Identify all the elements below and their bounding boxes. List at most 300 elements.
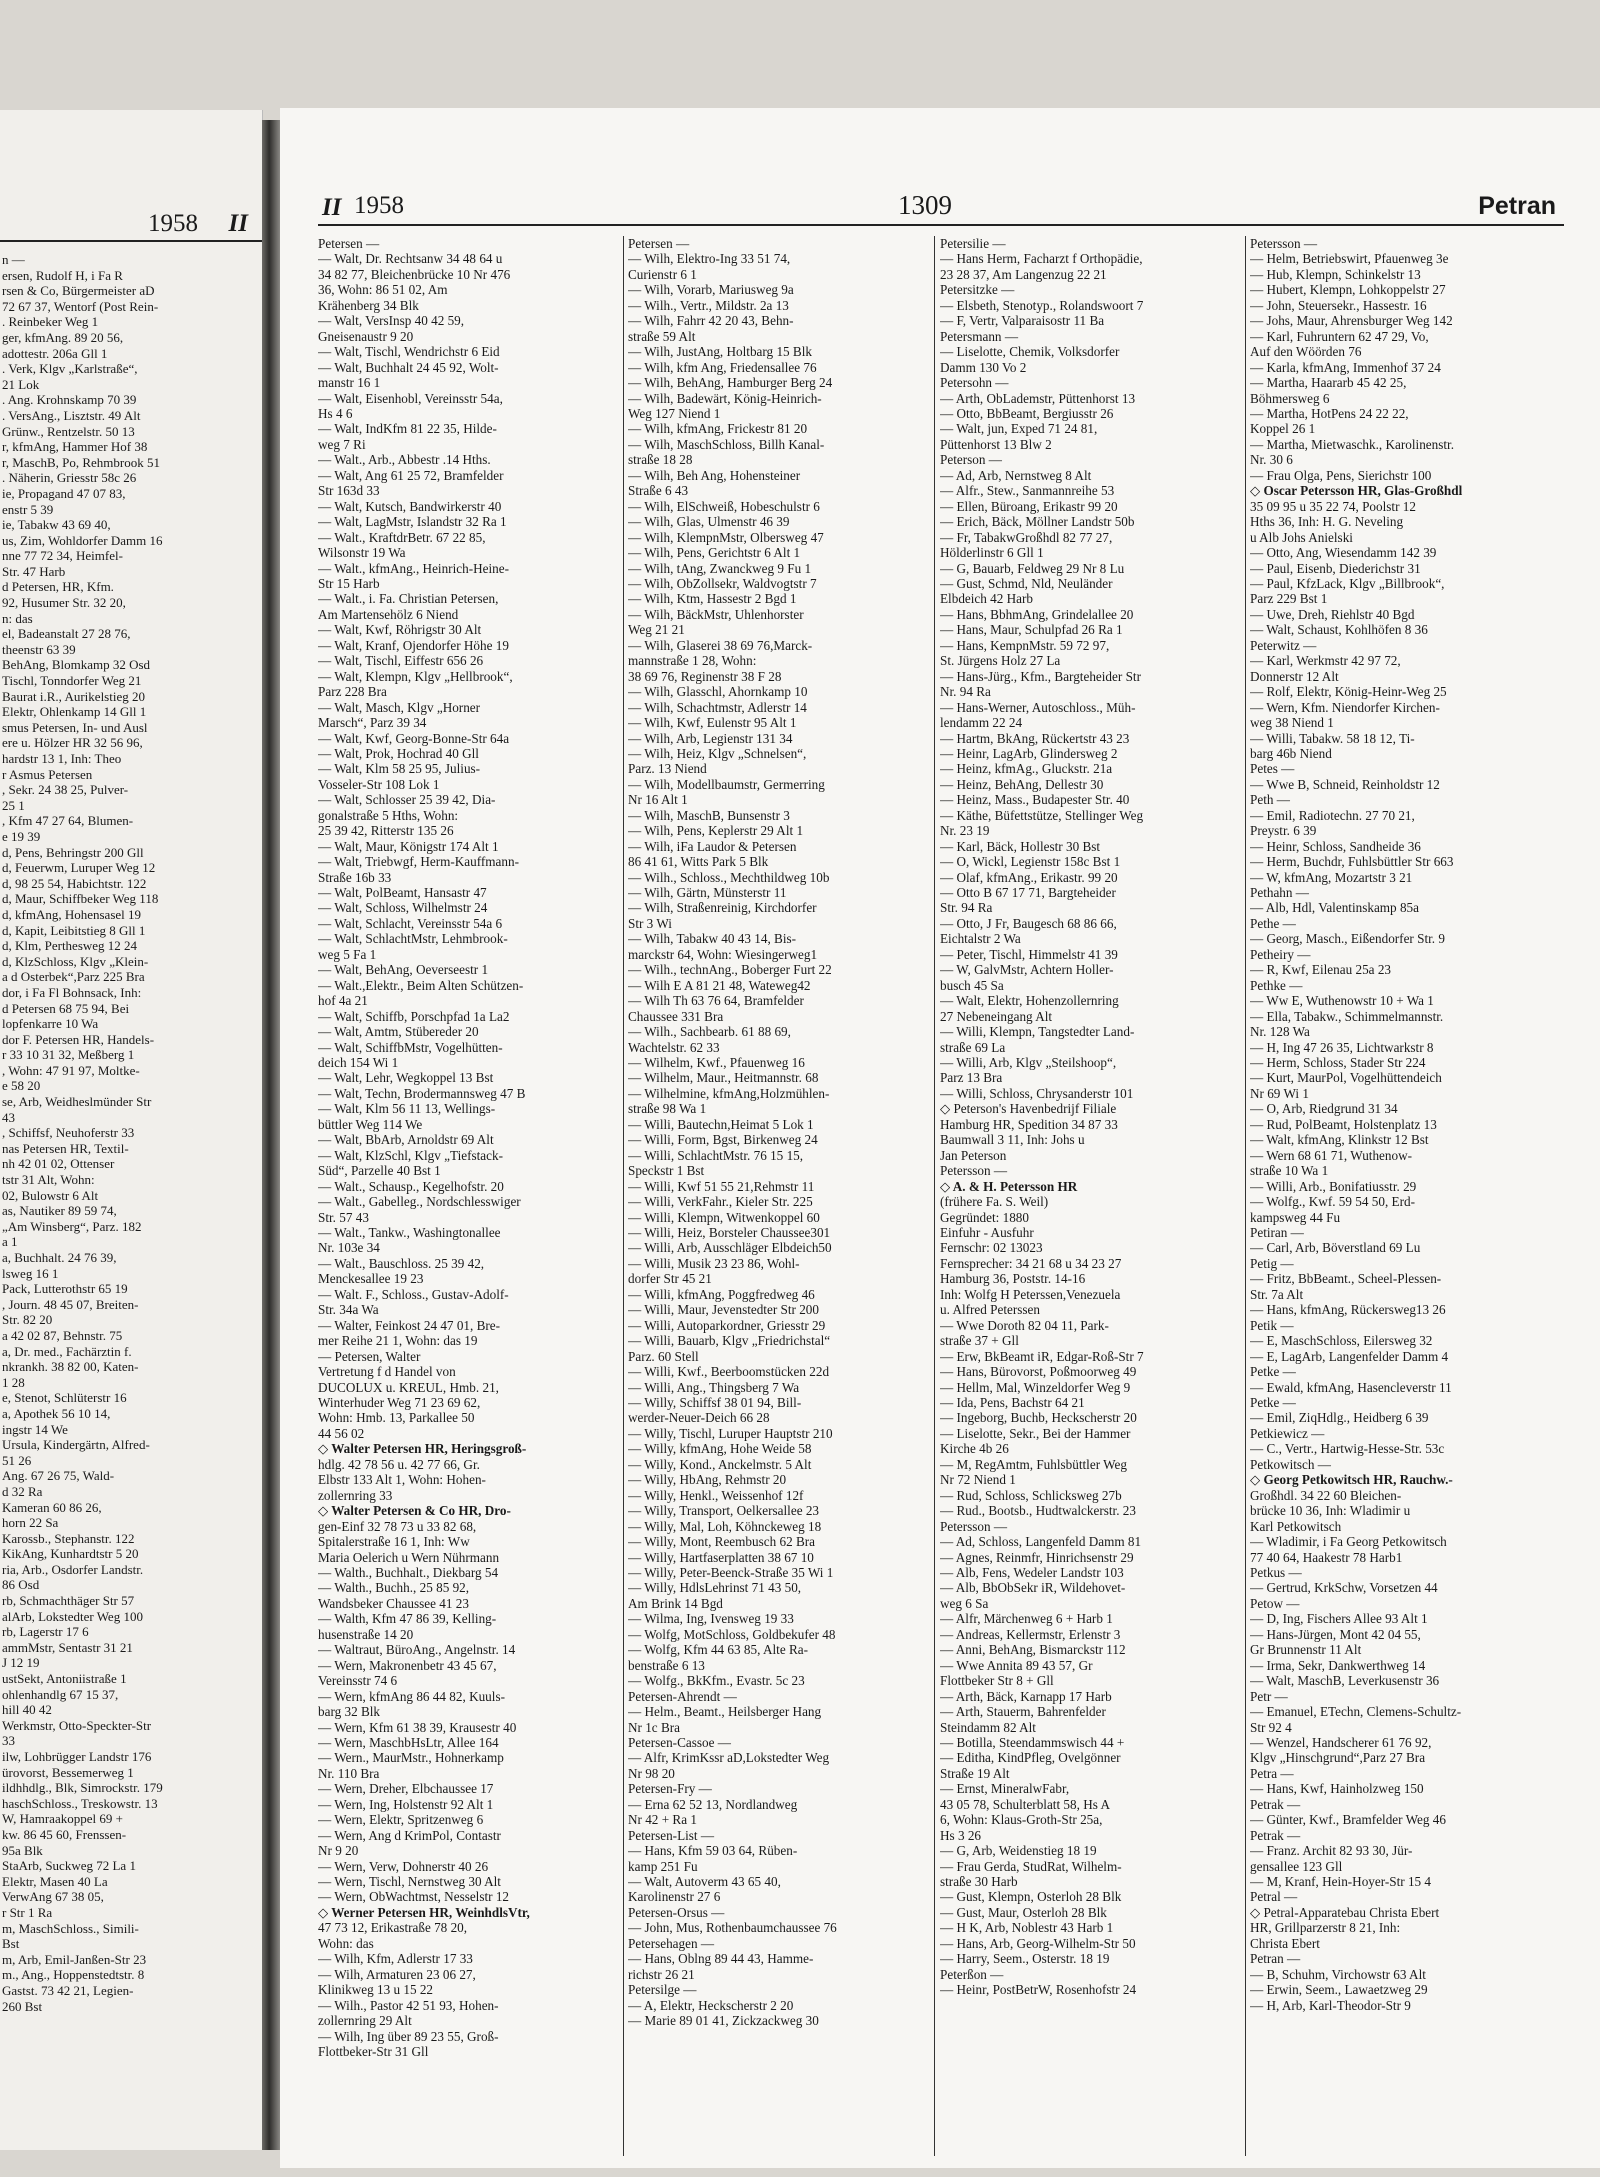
left-page-entry-line: ger, kfmAng. 89 20 56,: [2, 329, 124, 345]
left-page-entry-line: lopfenkarre 10 Wa: [2, 1016, 99, 1032]
directory-entry-line: — Walt., kfmAng., Heinrich-Heine-: [318, 560, 509, 576]
directory-entry-line: Karolinenstr 27 6: [628, 1889, 721, 1905]
left-page-entry-line: 260 Bst: [2, 1998, 43, 2014]
directory-entry-line: — Hubert, Klempn, Lohkoppelstr 27: [1250, 282, 1446, 298]
directory-entry-line: mannstraße 1 28, Wohn:: [628, 653, 757, 669]
directory-entry-line: — Wwe Annita 89 43 57, Gr: [940, 1657, 1093, 1673]
directory-entry-line: ◇ A. & H. Petersson HR: [940, 1178, 1078, 1194]
directory-entry-line: ◇ Georg Petkowitsch HR, Rauchw.-: [1250, 1472, 1453, 1488]
directory-entry-line: — Walt, SchiffbMstr, Vogelhütten-: [318, 1039, 503, 1055]
left-page-entry-line: n —: [2, 252, 25, 267]
directory-entry-line: Donnerstr 12 Alt: [1250, 668, 1339, 684]
directory-entry-line: Nr 1c Bra: [628, 1719, 680, 1735]
book-gutter: [262, 120, 280, 2150]
directory-entry-line: — Walt, kfmAng, Klinkstr 12 Bst: [1250, 1132, 1429, 1148]
directory-entry-line: — Karl, Bäck, Hollestr 30 Bst: [940, 838, 1101, 854]
directory-entry-line: — Wern, Ang d KrimPol, Contastr: [318, 1827, 501, 1843]
directory-entry-line: — Wern., MaurMstr., Hohnerkamp: [318, 1750, 504, 1766]
directory-entry-line: Peth —: [1250, 792, 1290, 808]
left-page: [0, 110, 263, 2150]
directory-column-3: [940, 236, 1240, 2156]
directory-entry-line: — Gust, Maur, Osterloh 28 Blk: [940, 1904, 1107, 1920]
directory-entry-line: Nr. 30 6: [1250, 452, 1293, 468]
directory-entry-line: — F, Vertr, Valparaisostr 11 Ba: [940, 313, 1105, 329]
directory-entry-line: — Hans, Maur, Schulpfad 26 Ra 1: [940, 622, 1123, 638]
directory-entry-line: — G, Arb, Weidenstieg 18 19: [940, 1843, 1097, 1859]
directory-entry-line: Weg 21 21: [628, 622, 685, 638]
left-page-entry-line: e 58 20: [2, 1078, 41, 1094]
directory-entry-line: — H, Arb, Karl-Theodor-Str 9: [1250, 1997, 1411, 2013]
directory-entry-line: Petiran —: [1250, 1225, 1304, 1240]
directory-entry-line: — Waltraut, BüroAng., Angelnstr. 14: [318, 1642, 516, 1658]
directory-entry-line: — Willi, VerkFahr., Kieler Str. 225: [628, 1194, 813, 1210]
directory-entry-line: Krähenberg 34 Blk: [318, 297, 419, 313]
directory-entry-line: — Otto, Ang, Wiesendamm 142 39: [1250, 545, 1437, 561]
directory-entry-line: — Willi, Bauarb, Klgv „Friedrichstal“: [628, 1333, 831, 1349]
directory-entry-line: Jan Peterson: [940, 1147, 1007, 1163]
left-page-entry-line: d Petersen, HR, Kfm.: [2, 579, 114, 595]
directory-entry-line: — Ad, Schloss, Langenfeld Damm 81: [940, 1534, 1142, 1550]
directory-entry-line: benstraße 6 13: [628, 1657, 705, 1673]
directory-entry-line: — Liselotte, Sekr., Bei der Hammer: [940, 1425, 1131, 1441]
directory-entry-line: Kirche 4b 26: [940, 1441, 1009, 1457]
directory-entry-line: Parz 229 Bst 1: [1250, 591, 1328, 607]
directory-entry-line: — Wilh, Ing über 89 23 55, Groß-: [318, 2028, 499, 2044]
directory-entry-line: Parz. 60 Stell: [628, 1348, 699, 1364]
directory-entry-line: Str 163d 33: [318, 483, 380, 499]
directory-entry-line: Nr 42 + Ra 1: [628, 1812, 697, 1828]
directory-entry-line: — W, GalvMstr, Achtern Holler-: [940, 962, 1114, 978]
directory-entry-line: — Walt, Kutsch, Bandwirkerstr 40: [318, 498, 502, 514]
directory-entry-line: — Wilh, Glasschl, Ahornkamp 10: [628, 684, 808, 700]
directory-entry-line: — Wilh., Vertr., Mildstr. 2a 13: [628, 297, 789, 313]
directory-entry-line: — Rud, Schloss, Schlicksweg 27b: [940, 1487, 1122, 1503]
directory-entry-line: — Wern, Elektr, Spritzenweg 6: [318, 1812, 484, 1828]
directory-entry-line: Straße 16b 33: [318, 869, 392, 885]
left-page-entry-line: 43: [2, 1109, 15, 1125]
directory-entry-line: — Walt.,Elektr., Beim Alten Schützen-: [318, 977, 524, 993]
left-page-entry-line: e 19 39: [2, 828, 41, 844]
directory-entry-line: — Ingeborg, Buchb, Heckscherstr 20: [940, 1410, 1137, 1426]
directory-entry-line: weg 5 Fa 1: [318, 946, 377, 962]
directory-entry-line: — Willy, HdlsLehrinst 71 43 50,: [628, 1580, 802, 1596]
left-page-entry-line: rb, Schmachthäger Str 57: [2, 1593, 135, 1609]
left-page-section: II: [228, 210, 248, 237]
directory-entry-line: Karl Petkowitsch: [1250, 1518, 1342, 1534]
directory-entry-line: — Willi, Maur, Jevenstedter Str 200: [628, 1302, 819, 1318]
directory-entry-line: — Wern, Dreher, Elbchaussee 17: [318, 1781, 494, 1797]
directory-entry-line: Petersson —: [940, 1163, 1008, 1179]
left-page-entry-line: d, Klm, Perthesweg 12 24: [2, 938, 138, 954]
directory-entry-line: — Wilh, Ktm, Hassestr 2 Bgd 1: [628, 591, 797, 607]
directory-entry-line: — Petersen, Walter: [318, 1348, 421, 1364]
left-page-entry-line: a, Dr. med., Fachärztin f.: [2, 1343, 132, 1359]
left-page-entry-line: a, Buchhalt. 24 76 39,: [2, 1250, 117, 1265]
directory-entry-line: — Alb, Hdl, Valentinskamp 85a: [1250, 900, 1419, 916]
left-page-entry-line: . Ang. Krohnskamp 70 39: [2, 392, 137, 408]
directory-entry-line: — Wilh, ObZollsekr, Waldvogtstr 7: [628, 575, 817, 591]
left-page-entry-line: a 42 02 87, Behnstr. 75: [2, 1327, 123, 1343]
directory-entry-line: — Wilh, Kfm, Adlerstr 17 33: [318, 1951, 473, 1967]
directory-entry-line: Petkiewicz —: [1250, 1425, 1325, 1441]
directory-entry-line: Petersmann —: [940, 328, 1019, 344]
directory-entry-line: — Walter, Feinkost 24 47 01, Bre-: [318, 1317, 501, 1333]
directory-entry-line: — Willi, Form, Bgst, Birkenweg 24: [628, 1132, 818, 1148]
directory-entry-line: — Wenzel, Handscherer 61 76 92,: [1250, 1734, 1432, 1750]
directory-entry-line: — Walt, Tischl, Wendrichstr 6 Eid: [318, 344, 500, 360]
directory-entry-line: Inh: Wolfg H Peterssen,Venezuela: [940, 1286, 1121, 1302]
directory-entry-line: 6, Wohn: Klaus-Groth-Str 25a,: [940, 1812, 1103, 1828]
directory-entry-line: Vertretung f d Handel von: [318, 1364, 456, 1380]
page-section: II: [322, 194, 342, 221]
directory-entry-line: — Wilh, Beh Ang, Hohensteiner: [628, 467, 801, 483]
directory-entry-line: — Walt, Prok, Hochrad 40 Gll: [318, 745, 479, 761]
directory-entry-line: — Willy, Peter-Beenck-Straße 35 Wi 1: [628, 1564, 834, 1580]
directory-entry-line: Menckesallee 19 23: [318, 1271, 424, 1287]
directory-entry-line: — O, Arb, Riedgrund 31 34: [1250, 1101, 1398, 1117]
directory-entry-line: Gneisenaustr 9 20: [318, 328, 414, 344]
left-page-entry-line: ie, Propagand 47 07 83,: [2, 485, 126, 501]
left-page-entry-line: nkrankh. 38 82 00, Katen-: [2, 1359, 139, 1375]
directory-entry-line: Christa Ebert: [1250, 1935, 1320, 1951]
directory-entry-line: — Willi, Arb, Klgv „Steilshoop“,: [940, 1055, 1117, 1071]
directory-entry-line: mer Reihe 21 1, Wohn: das 19: [318, 1333, 478, 1349]
directory-entry-line: — Heinz, BehAng, Dellestr 30: [940, 776, 1104, 792]
directory-entry-line: Am Brink 14 Bgd: [628, 1595, 723, 1611]
left-page-entry-line: alArb, Lokstedter Weg 100: [2, 1608, 143, 1624]
directory-entry-line: — A, Elektr, Heckscherstr 2 20: [628, 1997, 794, 2013]
directory-entry-line: Hamburg 36, Poststr. 14-16: [940, 1271, 1086, 1287]
left-page-entry-line: 95a Blk: [2, 1842, 43, 1858]
directory-entry-line: — Willy, Kond., Anckelmstr. 5 Alt: [628, 1456, 812, 1472]
left-page-entry-line: Gastst. 73 42 21, Legien-: [2, 1982, 134, 1998]
directory-entry-line: 86 41 61, Witts Park 5 Blk: [628, 854, 769, 870]
left-page-entry-line: ammMstr, Sentastr 31 21: [2, 1639, 133, 1655]
directory-entry-line: — Wern, MaschbHsLtr, Allee 164: [318, 1734, 499, 1750]
left-page-entry-line: lsweg 16 1: [2, 1265, 59, 1281]
left-page-entry-line: Tischl, Tonndorfer Weg 21: [2, 673, 142, 689]
directory-entry-line: Wohn: Hmb. 13, Parkallee 50: [318, 1410, 475, 1426]
directory-entry-line: Peterßon —: [940, 1966, 1004, 1982]
directory-entry-line: straße 37 + Gll: [940, 1333, 1019, 1349]
directory-entry-line: Petersilge —: [628, 1982, 697, 1998]
directory-entry-line: Petke —: [1250, 1394, 1296, 1410]
left-page-entry-line: d, KlzSchloss, Klgv „Klein-: [2, 953, 149, 969]
left-page-entry-line: haschSchloss., Treskowstr. 13: [2, 1795, 158, 1811]
directory-entry-line: u. Alfred Peterssen: [940, 1302, 1040, 1318]
directory-entry-line: — Walt, Schloss, Wilhelmstr 24: [318, 900, 488, 916]
directory-entry-line: Baumwall 3 11, Inh: Johs u: [940, 1132, 1085, 1148]
left-page-entry-line: . Reinbeker Weg 1: [2, 314, 99, 330]
directory-entry-line: — Wilh, Glaserei 38 69 76,Marck-: [628, 637, 813, 653]
directory-entry-line: (frühere Fa. S. Weil): [940, 1194, 1049, 1210]
directory-entry-line: Petow —: [1250, 1595, 1300, 1611]
directory-entry-line: — Wolfg., Kwf. 59 54 50, Erd-: [1250, 1194, 1415, 1210]
directory-entry-line: — Rud, PolBeamt, Holstenplatz 13: [1250, 1116, 1437, 1132]
directory-entry-line: — Wilh, Modellbaumstr, Germerring: [628, 776, 825, 792]
left-page-entry-line: , Journ. 48 45 07, Breiten-: [2, 1296, 139, 1312]
directory-entry-line: — Alfr., Stew., Sanmannreihe 53: [940, 483, 1115, 499]
directory-entry-line: — Walt, Buchhalt 24 45 92, Wolt-: [318, 359, 499, 375]
left-page-entry-line: Grünw., Rentzelstr. 50 13: [2, 423, 135, 439]
directory-entry-line: — Willi, kfmAng, Poggfredweg 46: [628, 1286, 815, 1302]
directory-entry-line: Flottbeker Str 8 + Gll: [940, 1673, 1054, 1689]
directory-entry-line: zollernring 29 Alt: [318, 2013, 412, 2029]
directory-entry-line: Petkus —: [1250, 1564, 1302, 1580]
directory-entry-line: Petra —: [1250, 1765, 1294, 1781]
directory-entry-line: — Wilh, Gärtn, Münsterstr 11: [628, 885, 787, 901]
directory-entry-line: — Walt, Schlosser 25 39 42, Dia-: [318, 792, 496, 808]
directory-entry-line: — Willi, Ang., Thingsberg 7 Wa: [628, 1379, 800, 1395]
directory-entry-line: — Wilh, MaschB, Bunsenstr 3: [628, 807, 790, 823]
right-page-header: [318, 186, 1564, 226]
directory-entry-line: Großhdl. 34 22 60 Bleichen-: [1250, 1487, 1402, 1503]
directory-entry-line: Weg 127 Niend 1: [628, 405, 721, 421]
left-page-entry-line: , Sekr. 24 38 25, Pulver-: [2, 782, 129, 798]
directory-entry-line: — Wilhelm, Maur., Heitmannstr. 68: [628, 1070, 819, 1086]
directory-entry-line: Vosseler-Str 108 Lok 1: [318, 776, 440, 792]
directory-entry-line: Steindamm 82 Alt: [940, 1719, 1036, 1735]
directory-entry-line: — Wern, kfmAng 86 44 82, Kuuls-: [318, 1688, 505, 1704]
directory-entry-line: — Erwin, Seem., Lawaetzweg 29: [1250, 1982, 1428, 1998]
left-page-entry-line: ersen, Rudolf H, i Fa R: [2, 267, 123, 283]
directory-entry-line: — Arth, Bäck, Karnapp 17 Harb: [940, 1688, 1112, 1704]
directory-entry-line: — Andreas, Kellermstr, Erlenstr 3: [940, 1626, 1121, 1642]
left-page-entry-line: KikAng, Kunhardtstr 5 20: [2, 1546, 139, 1562]
directory-entry-line: — Walt, Kranf, Ojendorfer Höhe 19: [318, 637, 509, 653]
directory-entry-line: 44 56 02: [318, 1425, 365, 1441]
directory-entry-line: Petersen —: [318, 236, 380, 251]
directory-entry-line: Nr. 110 Bra: [318, 1765, 380, 1781]
directory-entry-line: Petrak —: [1250, 1827, 1301, 1843]
directory-entry-line: — Hellm, Mal, Winzeldorfer Weg 9: [940, 1379, 1131, 1395]
directory-entry-line: — Herm, Buchdr, Fuhlsbüttler Str 663: [1250, 854, 1454, 870]
directory-entry-line: — Fr, TabakwGroßhdl 82 77 27,: [940, 529, 1113, 545]
directory-entry-line: — Willi, Tabakw. 58 18 12, Ti-: [1250, 730, 1415, 746]
directory-entry-line: — Heinz, Mass., Budapester Str. 40: [940, 792, 1130, 808]
left-page-entry-line: se, Arb, Weidheslmünder Str: [2, 1094, 152, 1110]
directory-entry-line: — G, Bauarb, Feldweg 29 Nr 8 Lu: [940, 560, 1125, 576]
directory-entry-line: — Karl, Fuhruntern 62 47 29, Vo,: [1250, 328, 1429, 344]
directory-entry-line: — Wilh, Arb, Legienstr 131 34: [628, 730, 793, 746]
directory-entry-line: — E, MaschSchloss, Eilersweg 32: [1250, 1333, 1433, 1349]
directory-entry-line: — Wladimir, i Fa Georg Petkowitsch: [1250, 1534, 1447, 1550]
directory-entry-line: Nr. 128 Wa: [1250, 1024, 1310, 1040]
directory-entry-line: St. Jürgens Holz 27 La: [940, 653, 1061, 669]
directory-entry-line: u Alb Johs Anielski: [1250, 529, 1353, 545]
directory-entry-line: Hs 4 6: [318, 405, 353, 421]
directory-entry-line: — Gust, Klempn, Osterloh 28 Blk: [940, 1889, 1122, 1905]
directory-entry-line: Fernsprecher: 34 21 68 u 34 23 27: [940, 1255, 1122, 1271]
directory-entry-line: — Wilh, tAng, Zwanckweg 9 Fu 1: [628, 560, 812, 576]
directory-entry-line: — Willi, Bautechn,Heimat 5 Lok 1: [628, 1116, 814, 1132]
left-page-entry-line: Elektr, Ohlenkamp 14 Gll 1: [2, 704, 147, 720]
directory-entry-line: Pethke —: [1250, 977, 1303, 993]
directory-entry-line: — Frau Olga, Pens, Sierichstr 100: [1250, 467, 1432, 483]
directory-entry-line: Nr 69 Wi 1: [1250, 1085, 1309, 1101]
left-page-entry-line: 1 28: [2, 1374, 25, 1390]
directory-entry-line: — Wern, ObWachtmst, Nesselstr 12: [318, 1889, 510, 1905]
left-page-entry-line: tstr 31 Alt, Wohn:: [2, 1172, 95, 1188]
directory-entry-line: Am Martensehölz 6 Niend: [318, 606, 459, 622]
directory-entry-line: — Wern, Verw, Dohnerstr 40 26: [318, 1858, 489, 1874]
directory-entry-line: — Wilh, Badewärt, König-Heinrich-: [628, 390, 822, 406]
directory-entry-line: — Otto, BbBeamt, Bergiusstr 26: [940, 405, 1114, 421]
left-page-entry-line: d, Feuerwm, Luruper Weg 12: [2, 860, 156, 876]
left-page-entry-line: ildhhdlg., Blk, Simrockstr. 179: [2, 1780, 163, 1796]
directory-entry-line: — Karla, kfmAng, Immenhof 37 24: [1250, 359, 1441, 375]
directory-entry-line: barg 32 Blk: [318, 1704, 381, 1720]
left-page-column: [0, 252, 262, 2014]
directory-entry-line: gonalstraße 5 Hths, Wohn:: [318, 807, 459, 823]
right-page: [280, 108, 1600, 2168]
directory-entry-line: — Carl, Arb, Böverstland 69 Lu: [1250, 1240, 1421, 1256]
directory-entry-line: Süd“, Parzelle 40 Bst 1: [318, 1163, 441, 1179]
directory-entry-line: Wandsbeker Chaussee 41 23: [318, 1595, 469, 1611]
directory-entry-line: gen-Einf 32 78 73 u 33 82 68,: [318, 1518, 477, 1534]
directory-entry-line: — Willi, SchlachtMstr. 76 15 15,: [628, 1147, 804, 1163]
directory-entry-line: weg 38 Niend 1: [1250, 715, 1334, 731]
directory-entry-line: Str. 7a Alt: [1250, 1286, 1304, 1302]
left-page-entry-line: „Am Winsberg“, Parz. 182: [2, 1218, 142, 1234]
directory-entry-line: — Wilh, kfm Ang, Friedensallee 76: [628, 359, 817, 375]
directory-entry-line: marckstr 64, Wohn: Wiesingerweg1: [628, 946, 818, 962]
directory-entry-line: — Wern, Kfm 61 38 39, Krausestr 40: [318, 1719, 517, 1735]
column-divider: [623, 236, 624, 2156]
directory-entry-line: — Editha, KindPfleg, Ovelgönner: [940, 1750, 1121, 1766]
left-page-entry-line: r Str 1 Ra: [2, 1904, 53, 1920]
directory-entry-line: Nr 72 Niend 1: [940, 1472, 1016, 1488]
directory-entry-line: — Karl, Werkmstr 42 97 72,: [1250, 653, 1401, 669]
directory-entry-line: — Walt, Eisenhobl, Vereinsstr 54a,: [318, 390, 503, 406]
directory-entry-line: — Wolfg, MotSchloss, Goldbekufer 48: [628, 1626, 836, 1642]
left-page-entry-line: . VersAng., Lisztstr. 49 Alt: [2, 407, 141, 423]
left-page-entry-line: . Näherin, Griesstr 58c 26: [2, 470, 137, 486]
directory-entry-line: — Wern 68 61 71, Wuthenow-: [1250, 1147, 1413, 1163]
directory-entry-line: — Hans, KempnMstr. 59 72 97,: [940, 637, 1110, 653]
left-page-entry-line: e, Stenot, Schlüterstr 16: [2, 1390, 127, 1406]
directory-entry-line: — Willy, Hartfaserplatten 38 67 10: [628, 1549, 814, 1565]
directory-entry-line: Petersson —: [1250, 236, 1318, 251]
directory-entry-line: Petersson —: [940, 1518, 1008, 1534]
directory-entry-line: — Wilh, BäckMstr, Uhlenhorster: [628, 606, 804, 622]
directory-entry-line: Maria Oelerich u Wern Nührmann: [318, 1549, 500, 1565]
directory-entry-line: — Wilh, kfmAng, Frickestr 81 20: [628, 421, 808, 437]
directory-entry-line: Nr 16 Alt 1: [628, 792, 688, 808]
directory-entry-line: straße 30 Harb: [940, 1874, 1018, 1890]
directory-entry-line: — Wilh Th 63 76 64, Bramfelder: [628, 993, 804, 1009]
directory-entry-line: — Franz. Archit 82 93 30, Jür-: [1250, 1843, 1413, 1859]
directory-entry-line: — Wilh, Kwf, Eulenstr 95 Alt 1: [628, 715, 797, 731]
left-page-entry-line: 21 Lok: [2, 376, 40, 392]
directory-entry-line: — Alfr, KrimKssr aD,Lokstedter Weg: [628, 1750, 830, 1766]
directory-entry-line: — Erich, Bäck, Möllner Landstr 50b: [940, 514, 1135, 530]
directory-entry-line: — Wilh, Armaturen 23 06 27,: [318, 1966, 476, 1982]
left-page-entry-line: nas Petersen HR, Textil-: [2, 1140, 129, 1156]
directory-entry-line: 23 28 37, Am Langenzug 22 21: [940, 266, 1107, 282]
directory-entry-line: — Willi, Kwf 51 55 21,Rehmstr 11: [628, 1178, 815, 1194]
directory-entry-line: Pethahn —: [1250, 885, 1309, 901]
directory-entry-line: — Wilh E A 81 21 48, Wateweg42: [628, 977, 811, 993]
directory-entry-line: Auf den Wöörden 76: [1250, 344, 1362, 360]
directory-entry-line: Parz 13 Bra: [940, 1070, 1003, 1086]
directory-entry-line: Petersohn —: [940, 375, 1009, 391]
left-page-entry-line: 51 26: [2, 1452, 32, 1468]
directory-entry-line: Vereinsstr 74 6: [318, 1673, 398, 1689]
directory-entry-line: — Willy, Mont, Reembusch 62 Bra: [628, 1534, 816, 1550]
left-page-entry-line: n: das: [2, 610, 33, 626]
directory-entry-line: — Agnes, Reinmfr, Hinrichsenstr 29: [940, 1549, 1134, 1565]
directory-entry-line: Fernschr: 02 13023: [940, 1240, 1043, 1256]
directory-entry-line: — Wwe B, Schneid, Reinholdstr 12: [1250, 776, 1440, 792]
directory-entry-line: — Wern, Ing, Holstenstr 92 Alt 1: [318, 1796, 494, 1812]
directory-entry-line: Gegründet: 1880: [940, 1209, 1029, 1225]
directory-entry-line: — Martha, Mietwaschk., Karolinenstr.: [1250, 436, 1454, 452]
directory-entry-line: — Hans, Oblng 89 44 43, Hamme-: [628, 1951, 814, 1967]
directory-entry-line: Petes —: [1250, 761, 1295, 777]
directory-entry-line: — Walt, Triebwgf, Herm-Kauffmann-: [318, 854, 519, 870]
left-page-entry-line: Bst: [2, 1936, 20, 1952]
directory-entry-line: straße 59 Alt: [628, 328, 696, 344]
directory-entry-line: — Walt, Autoverm 43 65 40,: [628, 1874, 781, 1890]
directory-entry-line: — Alb, BbObSekr iR, Wildehovet-: [940, 1580, 1126, 1596]
directory-entry-line: Str. 57 43: [318, 1209, 369, 1225]
directory-entry-line: Str 15 Harb: [318, 575, 380, 591]
directory-entry-line: Petersen —: [628, 236, 690, 251]
directory-entry-line: — Walt., Gabelleg., Nordschlesswiger: [318, 1194, 521, 1210]
left-page-entry-line: smus Petersen, In- und Ausl: [2, 719, 148, 735]
directory-entry-line: straße 69 La: [940, 1039, 1006, 1055]
left-page-entry-line: . Verk, Klgv „Karlstraße“,: [2, 361, 138, 377]
directory-entry-line: — Walt., Arb., Abbestr .14 Hths.: [318, 452, 491, 468]
left-page-entry-line: hill 40 42: [2, 1702, 52, 1718]
directory-entry-line: — Gertrud, KrkSchw, Vorsetzen 44: [1250, 1580, 1438, 1596]
left-page-entry-line: BehAng, Blomkamp 32 Osd: [2, 657, 151, 673]
left-page-entry-line: ie, Tabakw 43 69 40,: [2, 517, 111, 533]
directory-entry-line: ◇ Walter Petersen & Co HR, Dro-: [318, 1503, 511, 1519]
directory-entry-line: — Helm., Beamt., Heilsberger Hang: [628, 1704, 822, 1720]
directory-entry-line: — Wern, Kfm. Niendorfer Kirchen-: [1250, 699, 1440, 715]
directory-entry-line: brücke 10 36, Inh: Wladimir u: [1250, 1503, 1411, 1519]
directory-entry-line: 36, Wohn: 86 51 02, Am: [318, 282, 448, 298]
directory-entry-line: Hamburg HR, Spedition 34 87 33: [940, 1116, 1118, 1132]
directory-entry-line: ◇ Walter Petersen HR, Heringsgroß-: [318, 1441, 527, 1457]
left-page-entry-line: rsen & Co, Bürgermeister aD: [2, 283, 155, 299]
directory-entry-line: Klinikweg 13 u 15 22: [318, 1982, 434, 1998]
directory-entry-line: — W, kfmAng, Mozartstr 3 21: [1250, 869, 1413, 885]
directory-entry-line: — Walt, MaschB, Leverkusenstr 36: [1250, 1673, 1440, 1689]
directory-entry-line: — Alb, Fens, Wedeler Landstr 103: [940, 1564, 1124, 1580]
directory-entry-line: Petersehagen —: [628, 1935, 715, 1951]
left-page-entry-line: nh 42 01 02, Ottenser: [2, 1156, 115, 1172]
directory-entry-line: — Ww E, Wuthenowstr 10 + Wa 1: [1250, 993, 1434, 1009]
directory-entry-line: — Paul, KfzLack, Klgv „Billbrook“,: [1250, 575, 1445, 591]
directory-entry-line: Petke —: [1250, 1364, 1296, 1380]
directory-entry-line: Wilsonstr 19 Wa: [318, 545, 406, 561]
left-page-entry-line: ilw, Lohbrügger Landstr 176: [2, 1749, 152, 1764]
directory-entry-line: Hölderlinstr 6 Gll 1: [940, 545, 1044, 561]
directory-entry-line: — Willi, Arb., Bonifatiusstr. 29: [1250, 1178, 1417, 1194]
left-page-entry-line: r Asmus Petersen: [2, 766, 93, 782]
directory-entry-line: Böhmersweg 6: [1250, 390, 1330, 406]
directory-entry-line: 77 40 64, Haakestr 78 Harb1: [1250, 1549, 1403, 1565]
directory-entry-line: — Willi, Kwf., Beerboomstücken 22d: [628, 1364, 830, 1380]
directory-entry-line: — Georg, Masch., Eißendorfer Str. 9: [1250, 931, 1445, 947]
directory-entry-line: — Wilhelmine, kfmAng,Holzmühlen-: [628, 1085, 830, 1101]
left-page-header: [0, 206, 262, 242]
directory-entry-line: Petral —: [1250, 1889, 1298, 1905]
directory-entry-line: Marsch“, Parz 39 34: [318, 715, 427, 731]
